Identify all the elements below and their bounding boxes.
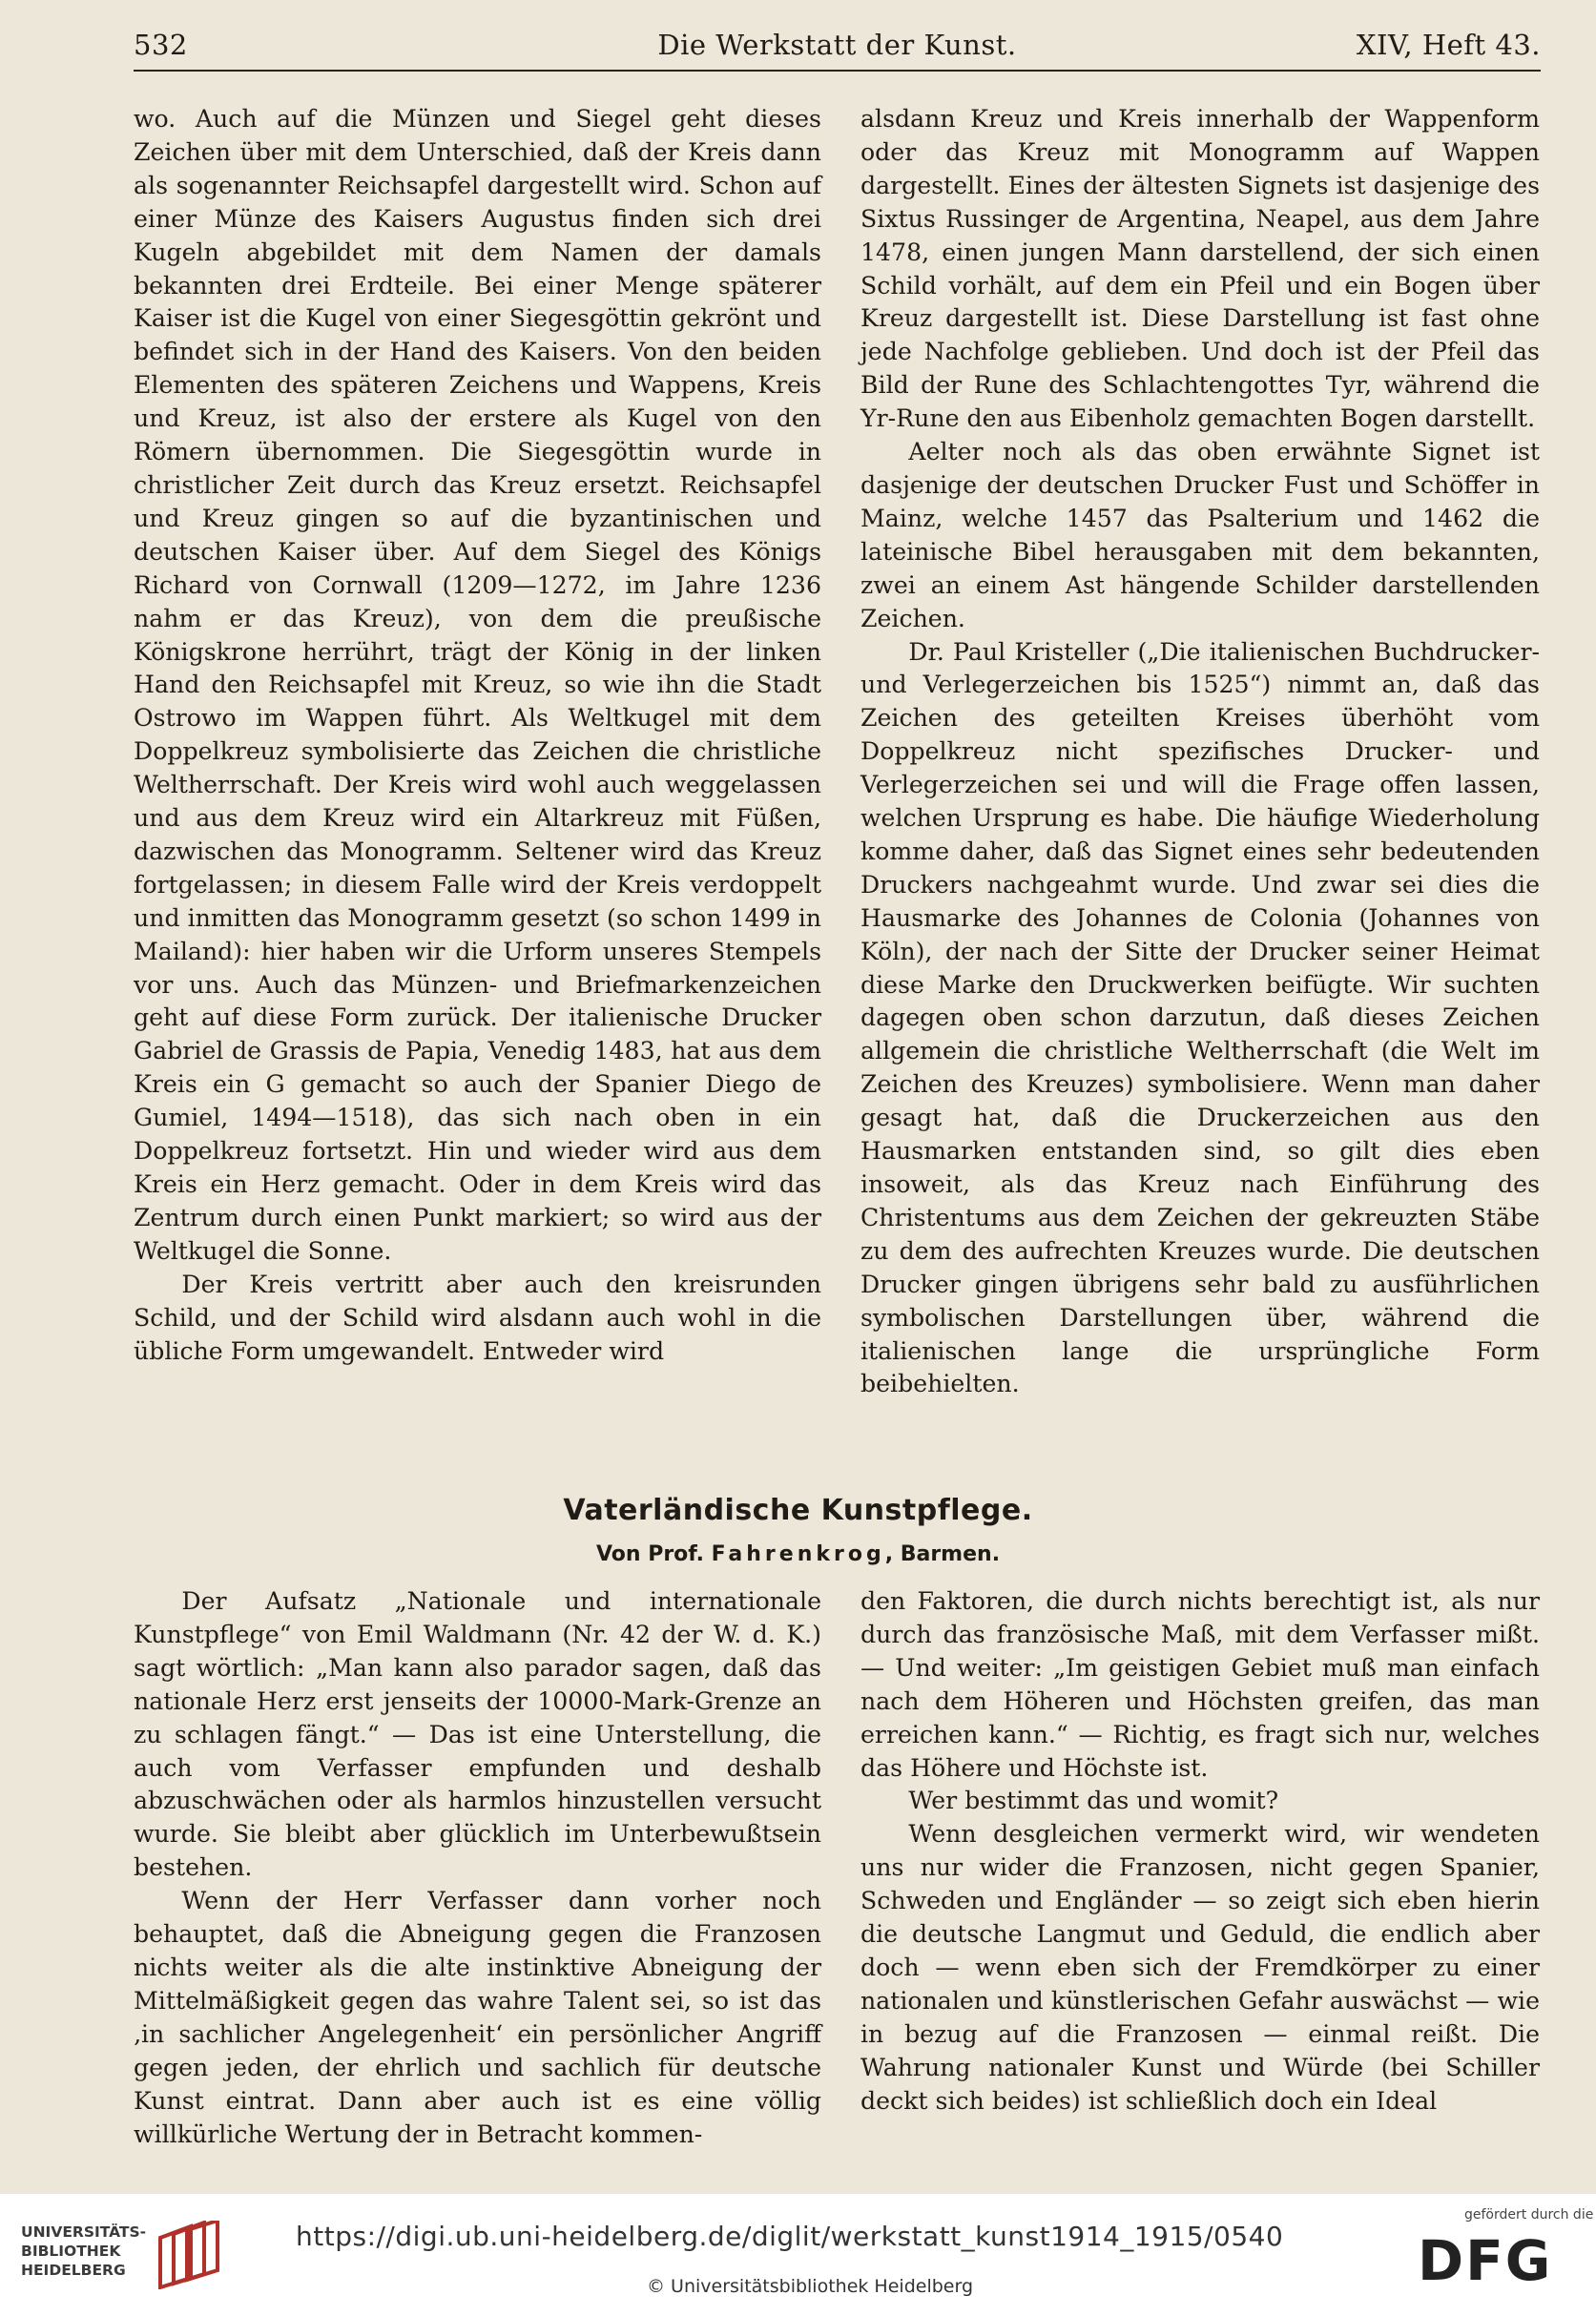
header-rule	[134, 70, 1541, 72]
right-column-top	[860, 103, 1540, 1401]
byline-suffix: , Barmen.	[884, 1542, 1001, 1566]
paragraph: Der Aufsatz „Nationale und internationale Kunstpflege“ von Emil Waldmann (Nr. 42 der W. d. K.) sagt wörtlich: „Man kann also parador sagen, daß das nationale Herz erst jenseits der 10000-Mark-Grenze an zu schlagen fängt.“ — Das ist eine Unterstellung, die auch vom Verfasser empfunden und deshalb abzuschwächen oder als harmlos hinzustellen versucht wurde. Sie bleibt aber glücklich im Unterbewußtsein bestehen.	[134, 1587, 821, 1882]
library-name[interactable]: UNIVERSITÄTS- BIBLIOTHEK HEIDELBERG	[21, 2223, 147, 2279]
volume-issue: XIV, Heft 43.	[1356, 29, 1541, 61]
paragraph: den Faktoren, die durch nichts berechtigt ist, als nur durch das französische Maß, mit dem Verfasser mißt. — Und weiter: „Im geistigen Gebiet muß man einfach nach dem Höheren und Höchsten greifen, das man erreichen kann.“ — Richtig, es fragt sich nur, welches das Höhere und Höchste ist.	[860, 1587, 1540, 1782]
byline	[0, 1542, 1596, 1566]
journal-title: Die Werkstatt der Kunst.	[657, 29, 1017, 61]
section-heading: Vaterländische Kunstpflege.	[563, 1494, 1033, 1527]
viewer-footer	[0, 2194, 1596, 2316]
paragraph: alsdann Kreuz und Kreis innerhalb der Wappenform oder das Kreuz mit Monogramm auf Wappen dargestellt. Eines der ältesten Signets ist dasjenige des Sixtus Russinger de Argentina, Neapel, aus dem Jahre 1478, einen jungen Mann darstellend, der sich einen Schild vorhält, auf dem ein Pfeil und ein Bogen über Kreuz dargestellt ist. Diese Darstellung ist fast ohne jede Nachfolge geblieben. Und doch ist der Pfeil das Bild der Rune des Schlachtengottes Tyr, während die Yr-Rune den aus Eibenholz gemachten Bogen darstellt.	[860, 105, 1540, 433]
running-header	[134, 29, 1541, 67]
left-column-bottom	[134, 1585, 821, 2151]
paragraph: Wenn der Herr Verfasser dann vorher noch behauptet, daß die Abneigung gegen die Franzosen nichts weiter als die alte instinktive Abneigung der Mittelmäßigkeit gegen das wahre Talent sei, so ist das ‚in sachlicher Angelegenheit‘ ein persönlicher Angriff gegen jeden, der ehrlich und sachlich für deutsche Kunst eintrat. Dann aber auch ist es eine völlig willkürliche Wertung der in Betracht kommen-	[134, 1887, 821, 2148]
left-column-top	[134, 103, 821, 1368]
permalink[interactable]: https://digi.ub.uni-heidelberg.de/diglit/werkstatt_kunst1914_1915/0540	[296, 2221, 1284, 2252]
paragraph: Wenn desgleichen vermerkt wird, wir wendeten uns nur wider die Franzosen, nicht gegen Spanier, Schweden und Engländer — so zeigt sich eben hierin die deutsche Langmut und Geduld, die endlich aber doch — wenn eben sich der Fremdkörper zu einer nationalen und künstlerischen Gefahr auswächst — wie in bezug auf die Franzosen — einmal reißt. Die Wahrung nationaler Kunst und Würde (bei Schiller deckt sich beides) ist schließlich doch ein Ideal	[860, 1820, 1540, 2115]
paragraph: wo. Auch auf die Münzen und Siegel geht dieses Zeichen über mit dem Unterschied, daß der Kreis dann als sogenannter Reichsapfel dargestellt wird. Schon auf einer Münze des Kaisers Augustus finden sich drei Kugeln abgebildet mit dem Namen der damals bekannten drei Erdteile. Bei einer Menge späterer Kaiser ist die Kugel von einer Siegesgöttin gekrönt und befindet sich in der Hand des Kaisers. Von den beiden Elementen des späteren Zeichens und Wappens, Kreis und Kreuz, ist also der erstere als Kugel von den Römern übernommen. Die Siegesgöttin wurde in christlicher Zeit durch das Kreuz ersetzt. Reichsapfel und Kreuz gingen so auf die byzantinischen und deutschen Kaiser über. Auf dem Siegel des Königs Richard von Cornwall (1209—1272, im Jahre 1236 nahm er das Kreuz), von dem die preußische Königskrone herrührt, trägt der König in der linken Hand den Reichsapfel mit Kreuz, so wie ihn die Stadt Ostrowo im Wappen führt. Als Weltkugel mit dem Doppelkreuz symbolisierte das Zeichen die christliche Weltherrschaft. Der Kreis wird wohl auch weggelassen und aus dem Kreuz wird ein Altarkreuz mit Füßen, dazwischen das Monogramm. Seltener wird das Kreuz fortgelassen; in diesem Falle wird der Kreis verdoppelt und inmitten das Monogramm gesetzt (so schon 1499 in Mailand): hier haben wir die Urform unseres Stempels vor uns. Auch das Münzen- und Briefmarkenzeichen geht auf diese Form zurück. Der italienische Drucker Gabriel de Grassis de Papia, Venedig 1483, hat aus dem Kreis ein G gemacht so auch der Spanier Diego de Gumiel, 1494—1518), das sich nach oben in ein Doppelkreuz fortsetzt. Hin und wieder wird aus dem Kreis ein Herz gemacht. Oder in dem Kreis wird das Zentrum durch einen Punkt markiert; so wird aus der Weltkugel die Sonne.	[134, 105, 821, 1265]
dfg-logo[interactable]: DFG	[1418, 2228, 1553, 2293]
library-logo-icon	[153, 2221, 223, 2289]
paragraph: Dr. Paul Kristeller („Die italienischen Buchdrucker- und Verlegerzeichen bis 1525“) nimmt an, daß das Zeichen des geteilten Kreises überhöht vom Doppelkreuz nicht spezifisches Drucker- und Verlegerzeichen sei und will die Frage offen lassen, welchen Ursprung es habe. Die häufige Wiederholung komme daher, daß das Signet eines sehr bedeutenden Druckers nachgeahmt wurde. Und zwar sei dies die Hausmarke des Johannes de Colonia (Johannes von Köln), der nach der Sitte der Drucker seiner Heimat diese Marke den Druckwerken beifügte. Wir suchten dagegen oben schon darzutun, daß dieses Zeichen allgemein die christliche Weltherrschaft (die Welt im Zeichen des Kreuzes) symbolisiere. Wenn man daher gesagt hat, daß die Druckerzeichen aus den Hausmarken entstanden sind, so gilt dies eben insoweit, als das Kreuz nach Einführung des Christentums aus dem Zeichen der gekreuzten Stäbe zu dem des aufrechten Kreuzes wurde. Die deutschen Drucker gingen übrigens sehr bald zu ausführlichen symbolischen Darstellungen über, während die italienischen lange die ursprüngliche Form beibehielten.	[860, 637, 1540, 1398]
byline-prefix: Von Prof.	[595, 1542, 712, 1566]
paragraph: Der Kreis vertritt aber auch den kreisrunden Schild, und der Schild wird alsdann auch wohl in die übliche Form umgewandelt. Entweder wird	[134, 1270, 821, 1365]
paragraph: Wer bestimmt das und womit?	[908, 1787, 1279, 1815]
right-column-bottom	[860, 1585, 1540, 2119]
paragraph: Aelter noch als das oben erwähnte Signet ist dasjenige der deutschen Drucker Fust und Schöffer in Mainz, welche 1457 das Psalterium und 1462 die lateinische Bibel herausgaben mit dem bekannten, zwei an einem Ast hängende Schilder darstellenden Zeichen.	[860, 438, 1540, 632]
byline-author: Fahrenkrog	[711, 1542, 885, 1566]
funding-label: gefördert durch die	[1464, 2207, 1594, 2223]
page-number: 532	[134, 29, 188, 61]
copyright-notice: © Universitätsbibliothek Heidelberg	[647, 2276, 974, 2297]
